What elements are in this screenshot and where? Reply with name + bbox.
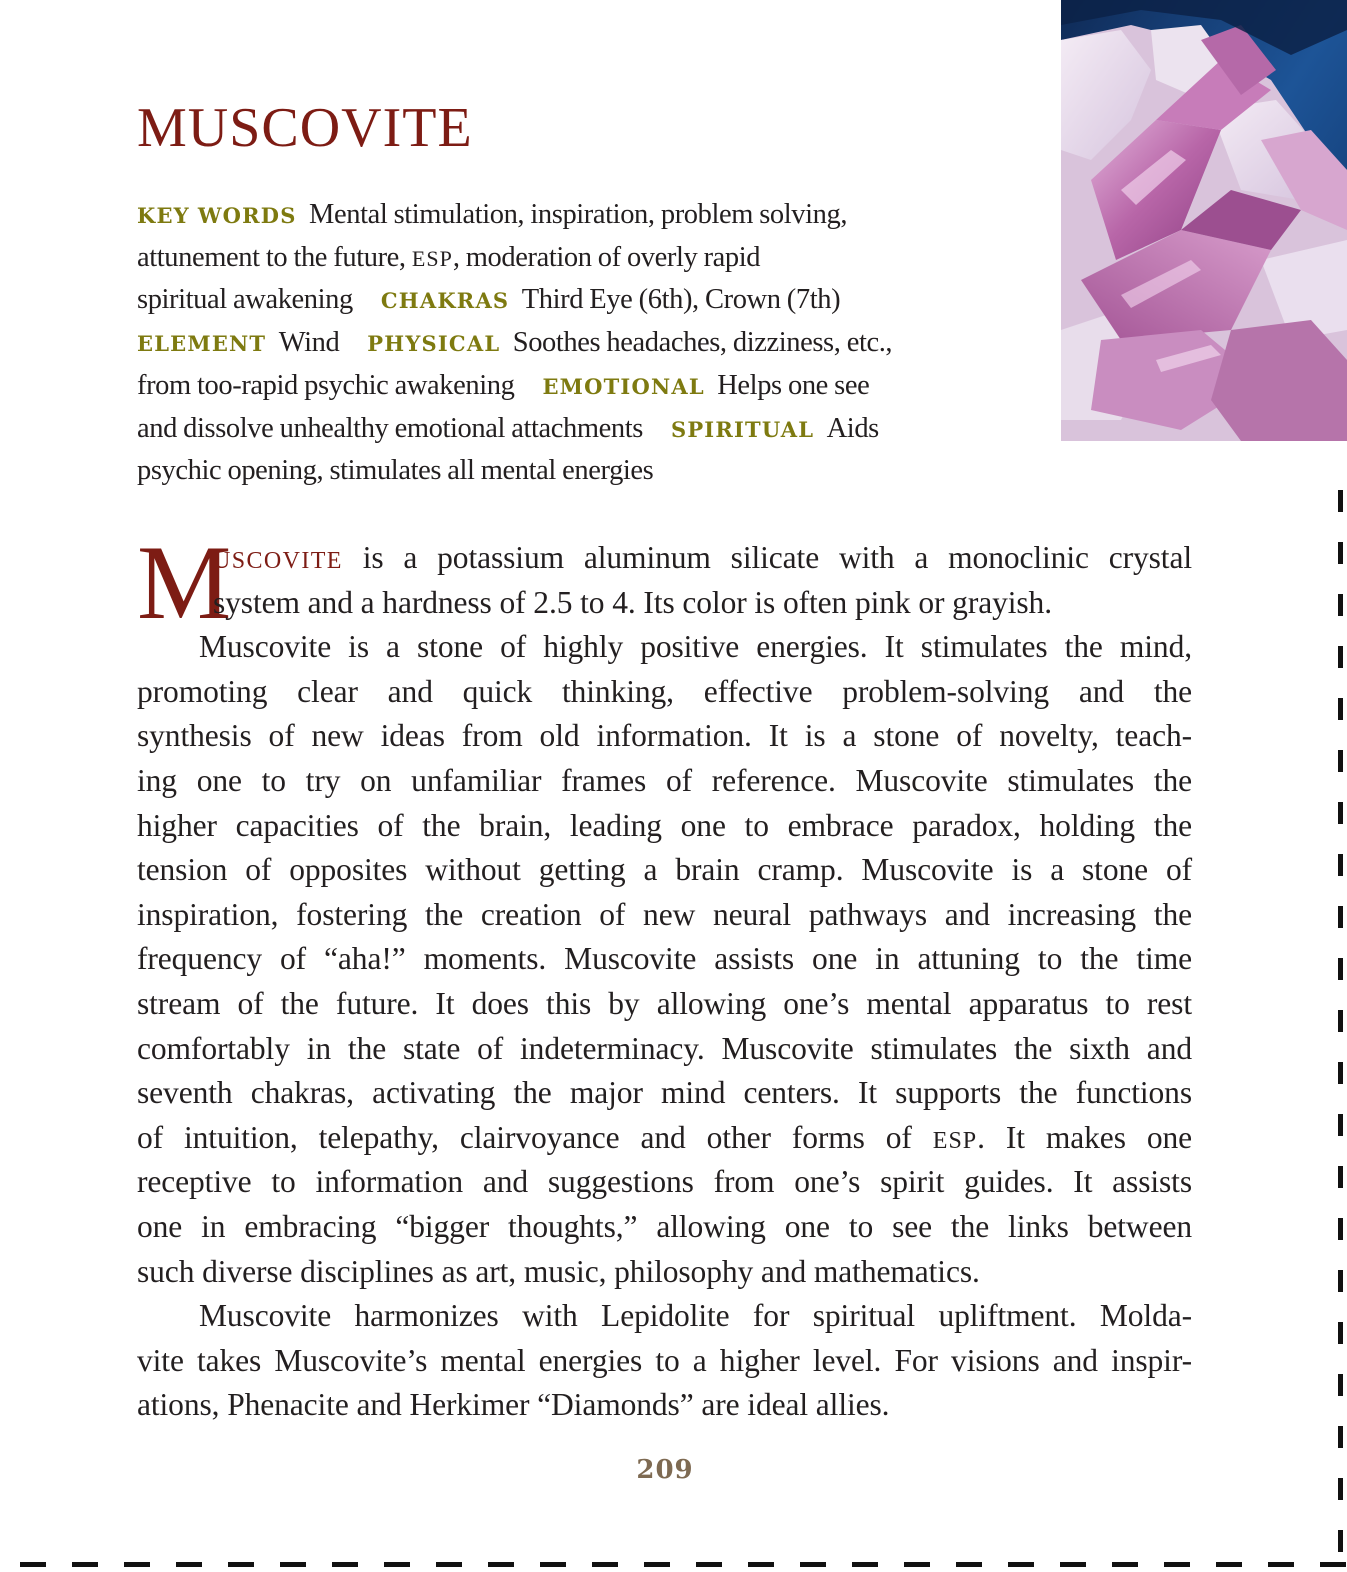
body-line: ing one to try on unfamiliar frames of reference. Muscovite stimulates the <box>137 762 1192 798</box>
esp-abbrev: ESP <box>932 1127 978 1154</box>
crop-mark <box>1338 802 1343 824</box>
body-line: comfortably in the state of indeterminacy. Muscovite stimulates the sixth and <box>137 1030 1192 1066</box>
crop-mark <box>1320 1562 1346 1567</box>
element-line <box>137 322 1007 365</box>
body-text-fragment: of intuition, telepathy, clairvoyance and other forms of <box>137 1119 933 1155</box>
crop-mark <box>1338 1530 1343 1552</box>
crop-mark <box>1164 1562 1190 1567</box>
page-number: 209 <box>636 1455 694 1485</box>
key-words-text: , moderation of overly rapid <box>452 241 761 273</box>
key-words-text: attunement to the future, <box>137 241 412 273</box>
crop-mark <box>800 1562 826 1567</box>
crop-mark <box>20 1562 46 1567</box>
physical-line-2 <box>137 365 1007 408</box>
physical-text: from too-rapid psychic awakening <box>137 369 515 401</box>
body-line: synthesis of new ideas from old information. It is a stone of novelty, teach- <box>137 718 1192 754</box>
body-line: promoting clear and quick thinking, effective problem-solving and the <box>137 673 1192 709</box>
smallcaps-lead: USCOVITE <box>213 548 343 574</box>
crop-mark <box>1338 1374 1343 1396</box>
body-line: higher capacities of the brain, leading one to embrace paradox, holding the <box>137 807 1192 843</box>
crop-mark <box>1338 1478 1343 1500</box>
crop-mark <box>644 1562 670 1567</box>
body-line: tension of opposites without getting a brain cramp. Muscovite is a stone of <box>137 852 1192 888</box>
crop-mark <box>1060 1562 1086 1567</box>
key-words-line-2 <box>137 237 1007 280</box>
crop-mark <box>1338 646 1343 668</box>
key-words-block <box>137 194 1007 492</box>
crop-mark <box>72 1562 98 1567</box>
crop-mark <box>228 1562 254 1567</box>
body-line <box>137 536 1192 581</box>
body-line: stream of the future. It does this by allowing one’s mental apparatus to rest <box>137 985 1192 1021</box>
body-line: system and a hardness of 2.5 to 4. Its color is often pink or grayish. <box>213 584 1052 620</box>
crop-mark <box>332 1562 358 1567</box>
physical-text: Soothes headaches, dizziness, etc., <box>512 327 893 359</box>
crop-mark <box>1338 1322 1343 1344</box>
crop-mark <box>1338 1114 1343 1136</box>
body-line: frequency of “aha!” moments. Muscovite assists one in attuning to the time <box>137 941 1192 977</box>
crop-mark <box>1338 1062 1343 1084</box>
emotional-line-2 <box>137 408 1007 451</box>
body-line: Muscovite harmonizes with Lepidolite for spiritual upliftment. Molda- <box>199 1298 1192 1334</box>
crop-mark <box>1268 1562 1294 1567</box>
crop-mark <box>1216 1562 1242 1567</box>
crop-mark <box>1338 594 1343 616</box>
crop-mark <box>1338 1426 1343 1448</box>
body-text <box>137 524 1192 1428</box>
crop-mark <box>1338 542 1343 564</box>
chakras-text: Third Eye (6th), Crown (7th) <box>521 284 841 316</box>
muscovite-crystal-photo <box>1061 0 1347 441</box>
key-words-line-1 <box>137 194 1007 237</box>
spiritual-text: psychic opening, stimulates all mental energies <box>137 455 654 487</box>
emotional-text: and dissolve unhealthy emotional attachments <box>137 412 643 444</box>
body-line: one in embracing “bigger thoughts,” allowing one to see the links between <box>137 1208 1192 1244</box>
crop-mark <box>1338 906 1343 928</box>
body-line: Muscovite is a stone of highly positive energies. It stimulates the mind, <box>199 629 1192 665</box>
crop-mark <box>436 1562 462 1567</box>
body-line: such diverse disciplines as art, music, philosophy and mathematics. <box>137 1253 980 1289</box>
body-line: vite takes Muscovite’s mental energies to a higher level. For visions and inspir- <box>137 1342 1192 1378</box>
body-line: inspiration, fostering the creation of new neural pathways and increasing the <box>137 896 1192 932</box>
crop-mark <box>1338 750 1343 772</box>
crop-mark <box>488 1562 514 1567</box>
crop-mark <box>1338 698 1343 720</box>
crop-mark <box>1338 1166 1343 1188</box>
crop-mark <box>176 1562 202 1567</box>
body-line: receptive to information and suggestions from one’s spirit guides. It assists <box>137 1164 1192 1200</box>
emotional-text: Helps one see <box>717 369 870 401</box>
crop-mark <box>904 1562 930 1567</box>
crop-mark <box>1338 1010 1343 1032</box>
crop-mark <box>280 1562 306 1567</box>
crop-mark <box>124 1562 150 1567</box>
crop-mark <box>1338 1218 1343 1240</box>
crop-mark <box>1338 854 1343 876</box>
crop-mark <box>384 1562 410 1567</box>
spiritual-text: Aids <box>826 412 879 444</box>
crop-mark <box>1008 1562 1034 1567</box>
body-line <box>137 1116 1192 1161</box>
crop-mark <box>748 1562 774 1567</box>
crop-mark <box>956 1562 982 1567</box>
page-title: MUSCOVITE <box>137 97 473 159</box>
crop-mark <box>592 1562 618 1567</box>
element-text: Wind <box>278 327 340 359</box>
drop-cap: M <box>137 524 232 641</box>
spiritual-label: SPIRITUAL <box>670 416 815 442</box>
crop-mark <box>1338 958 1343 980</box>
element-label: ELEMENT <box>137 331 267 357</box>
body-text-fragment: . It makes one <box>977 1119 1192 1155</box>
crop-mark <box>540 1562 566 1567</box>
spiritual-line-2 <box>137 450 1007 492</box>
key-words-text: spiritual awakening <box>137 284 353 316</box>
physical-label: PHYSICAL <box>367 331 501 357</box>
crop-mark <box>696 1562 722 1567</box>
body-text-fragment: is a potassium aluminum silicate with a monoclinic crystal <box>342 540 1192 575</box>
chakras-label: CHAKRAS <box>380 288 510 314</box>
crop-mark <box>1338 1270 1343 1292</box>
emotional-label: EMOTIONAL <box>542 373 705 399</box>
body-line: seventh chakras, activating the major mind centers. It supports the functions <box>137 1075 1192 1111</box>
key-words-text: Mental stimulation, inspiration, problem solving, <box>309 199 848 230</box>
esp-abbrev: ESP <box>411 245 453 271</box>
crop-mark <box>1338 490 1343 512</box>
crop-mark <box>852 1562 878 1567</box>
key-words-line-3 <box>137 279 1007 322</box>
crop-mark <box>1112 1562 1138 1567</box>
body-line: ations, Phenacite and Herkimer “Diamonds” are ideal allies. <box>137 1387 890 1423</box>
key-words-label: KEY WORDS <box>137 203 297 228</box>
